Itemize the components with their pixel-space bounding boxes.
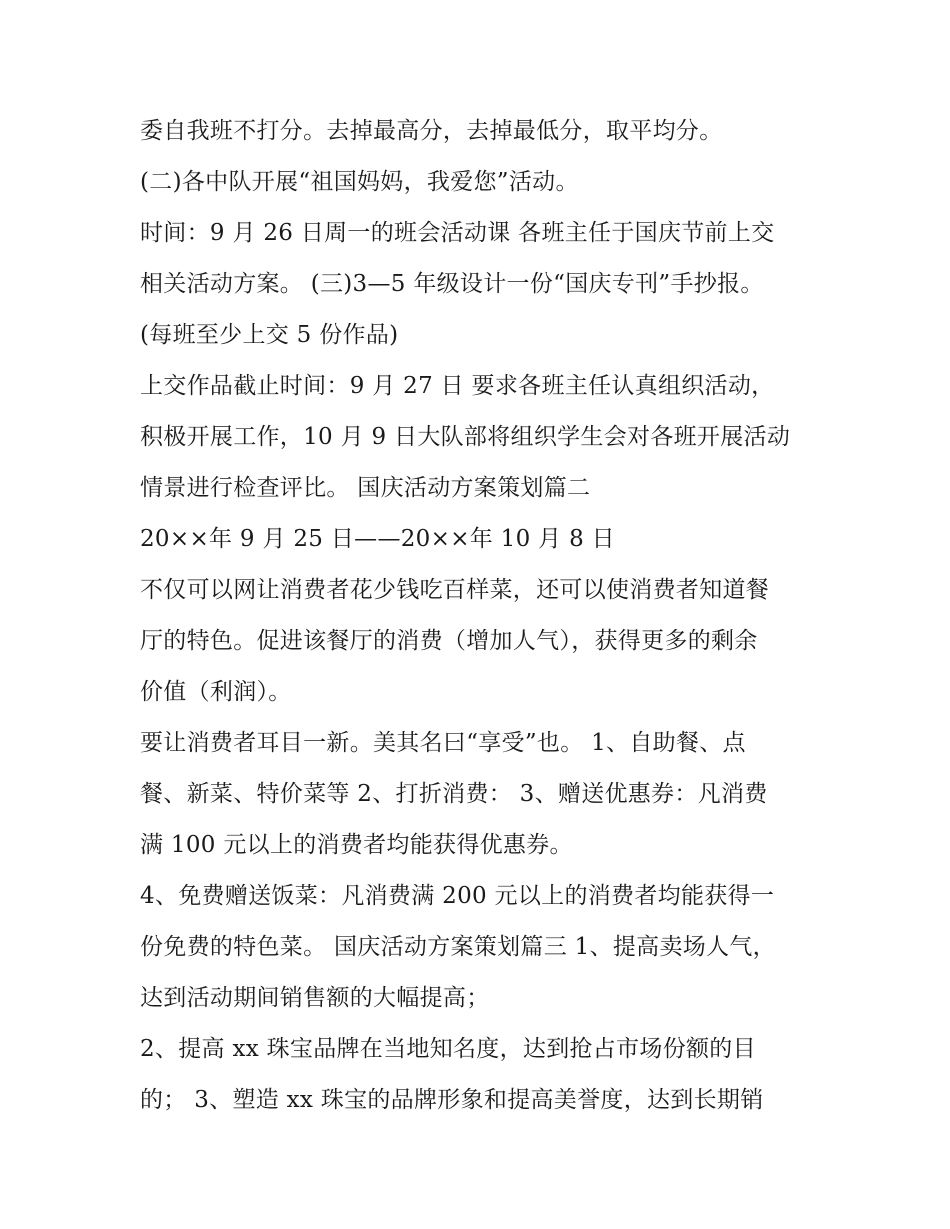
text-line-16: 4、免费赠送饭菜：凡消费满 200 元以上的消费者均能获得一 <box>140 883 775 909</box>
text-line-20: 的； 3、塑造 xx 珠宝的品牌形象和提高美誉度，达到长期销 <box>140 1087 764 1113</box>
text-line-3: 时间：9 月 26 日周一的班会活动课 各班主任于国庆节前上交 <box>140 220 775 246</box>
text-line-7: 积极开展工作，10 月 9 日大队部将组织学生会对各班开展活动 <box>140 424 791 450</box>
document-body <box>140 106 830 1126</box>
text-line-18: 达到活动期间销售额的大幅提高； <box>140 985 490 1011</box>
text-line-5: (每班至少上交 5 份作品) <box>140 322 399 348</box>
text-line-12: 价值（利润）。 <box>140 679 292 705</box>
text-line-10: 不仅可以网让消费者花少钱吃百样菜，还可以使消费者知道餐 <box>140 577 770 603</box>
text-line-8: 情景进行检查评比。 国庆活动方案策划篇二 <box>140 475 591 501</box>
text-line-9: 20××年 9 月 25 日——20××年 10 月 8 日 <box>140 526 615 552</box>
text-line-17: 份免费的特色菜。 国庆活动方案策划篇三 1、提高卖场人气， <box>140 934 776 960</box>
text-line-13: 要让消费者耳目一新。美其名曰“享受”也。 1、自助餐、点 <box>140 730 746 756</box>
text-line-4: 相关活动方案。 (三)3—5 年级设计一份“国庆专刊”手抄报。 <box>140 271 764 297</box>
text-line-11: 厅的特色。促进该餐厅的消费（增加人气），获得更多的剩余 <box>140 628 758 654</box>
text-line-6: 上交作品截止时间：9 月 27 日 要求各班主任认真组织活动， <box>140 373 775 399</box>
text-line-15: 满 100 元以上的消费者均能获得优惠券。 <box>140 832 573 858</box>
text-line-1: 委自我班不打分。去掉最高分，去掉最低分，取平均分。 <box>140 118 723 144</box>
text-line-2: (二)各中队开展“祖国妈妈，我爱您”活动。 <box>140 169 579 195</box>
text-line-14: 餐、新菜、特价菜等 2、打折消费： 3、赠送优惠券：凡消费 <box>140 781 768 807</box>
text-line-19: 2、提高 xx 珠宝品牌在当地知名度，达到抢占市场份额的目 <box>140 1036 756 1062</box>
